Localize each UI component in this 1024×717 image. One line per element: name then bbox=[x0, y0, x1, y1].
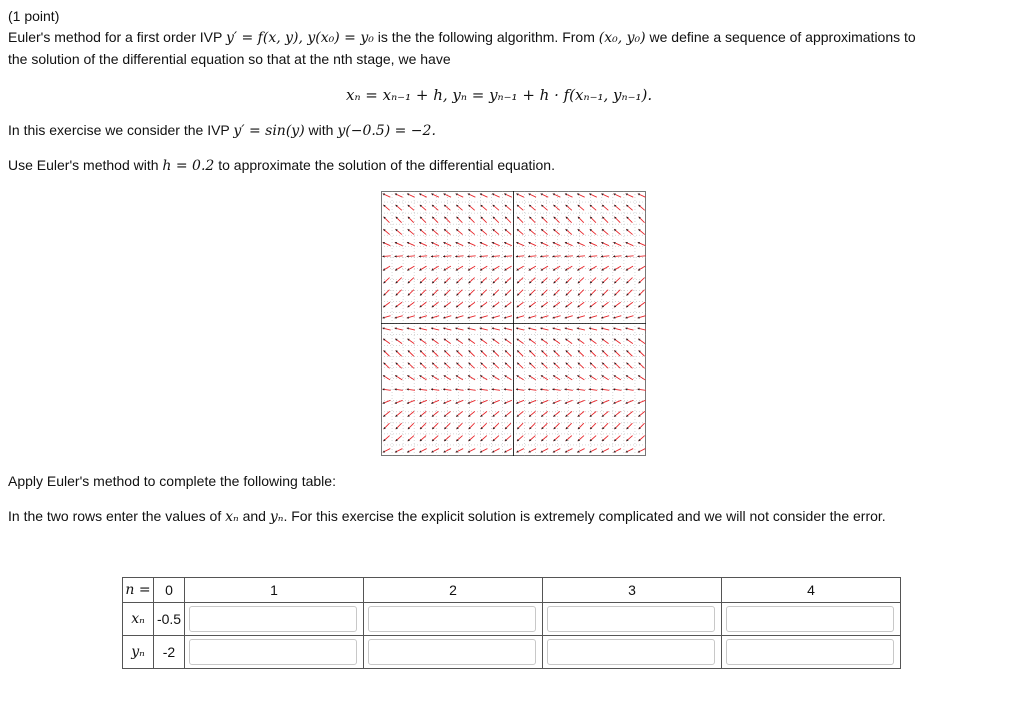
intro-line-1 bbox=[8, 29, 916, 46]
ivp-general-equation: y′ = f(x, y), y(x₀) = y₀ bbox=[225, 30, 374, 46]
intro-line-2: the solution of the differential equation so that at the nth stage, we have bbox=[8, 51, 451, 67]
ivp-statement bbox=[8, 122, 436, 139]
x1-input[interactable] bbox=[189, 606, 357, 632]
x0-value: -0.5 bbox=[154, 603, 185, 636]
n-label: n = bbox=[123, 578, 154, 603]
rows-prefix: In the two rows enter the values of bbox=[8, 508, 226, 524]
start-pair: (x₀, y₀) bbox=[598, 30, 646, 46]
rows-suffix: . For this exercise the explicit solution is extremely complicated and we will not consider the error. bbox=[283, 508, 886, 524]
x-cell-3 bbox=[543, 603, 722, 636]
rows-xn: xₙ bbox=[225, 509, 239, 525]
x3-input[interactable] bbox=[547, 606, 715, 632]
table-row-y bbox=[123, 636, 901, 669]
ivp-specific-equation: y′ = sin(y) bbox=[233, 123, 305, 139]
n-value-1: 1 bbox=[185, 578, 364, 603]
y-cell-1 bbox=[185, 636, 364, 669]
x-cell-2 bbox=[364, 603, 543, 636]
x-label: xₙ bbox=[123, 603, 154, 636]
x-cell-4 bbox=[722, 603, 901, 636]
ivp-prefix: In this exercise we consider the IVP bbox=[8, 122, 234, 138]
n-value-2: 2 bbox=[364, 578, 543, 603]
step-size-statement bbox=[8, 157, 555, 174]
euler-table bbox=[122, 577, 901, 669]
x2-input[interactable] bbox=[368, 606, 536, 632]
x4-input[interactable] bbox=[726, 606, 894, 632]
y-label: yₙ bbox=[123, 636, 154, 669]
table-row-n bbox=[123, 578, 901, 603]
y-cell-3 bbox=[543, 636, 722, 669]
slope-field-plot bbox=[381, 191, 646, 456]
rows-instruction bbox=[8, 508, 886, 525]
intro-text-c: we define a sequence of approximations to bbox=[645, 29, 916, 45]
n-value-4: 4 bbox=[722, 578, 901, 603]
points-label: (1 point) bbox=[8, 8, 60, 24]
intro-text-b: is the the following algorithm. From bbox=[373, 29, 599, 45]
n-value-3: 3 bbox=[543, 578, 722, 603]
y1-input[interactable] bbox=[189, 639, 357, 665]
y0-value: -2 bbox=[154, 636, 185, 669]
table-row-x bbox=[123, 603, 901, 636]
use-prefix: Use Euler's method with bbox=[8, 157, 163, 173]
step-size: h = 0.2 bbox=[162, 158, 215, 174]
n-value-0: 0 bbox=[154, 578, 185, 603]
rows-and: and bbox=[238, 508, 270, 524]
y2-input[interactable] bbox=[368, 639, 536, 665]
y3-input[interactable] bbox=[547, 639, 715, 665]
apply-instruction: Apply Euler's method to complete the following table: bbox=[8, 473, 336, 489]
intro-text-a: Euler's method for a first order IVP bbox=[8, 29, 226, 45]
euler-formula: xₙ = xₙ₋₁ + h, yₙ = yₙ₋₁ + h · f(xₙ₋₁, yₙ₋₁). bbox=[346, 86, 653, 104]
x-cell-1 bbox=[185, 603, 364, 636]
y4-input[interactable] bbox=[726, 639, 894, 665]
use-suffix: to approximate the solution of the differential equation. bbox=[214, 157, 555, 173]
rows-yn: yₙ bbox=[269, 509, 284, 525]
ivp-initial-condition: y(−0.5) = −2. bbox=[337, 123, 436, 139]
y-cell-2 bbox=[364, 636, 543, 669]
ivp-with: with bbox=[304, 122, 338, 138]
y-cell-4 bbox=[722, 636, 901, 669]
